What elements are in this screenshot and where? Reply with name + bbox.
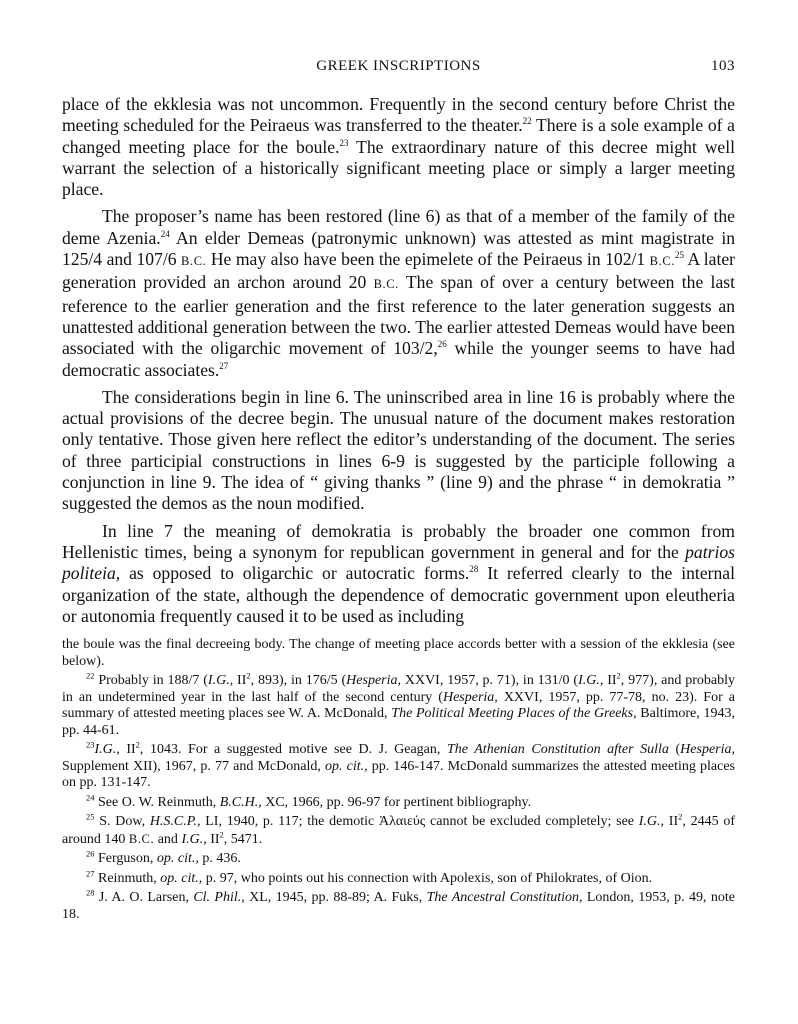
footnote-ref-22[interactable]: 22 [522, 116, 532, 127]
running-head [62, 58, 735, 82]
footnote-25: $^{25}$ S. Dow, H.S.C.P., LI, 1940, p. 117; the demotic Ἁλαιεύς cannot be excluded completely; see I.G., $II^2$, 2445 of around 140 B.C. and I.G., $II^2$, 5471. [62, 811, 735, 847]
footnote-ref-24[interactable]: 24 [160, 228, 170, 239]
footnote-ref-28[interactable]: 28 [469, 564, 479, 575]
running-title: GREEK INSCRIPTIONS [316, 58, 481, 74]
footnote-continuation: the boule was the final decreeing body. The change of meeting place accords better with a session of the ekklesia (see below). [62, 637, 735, 669]
page-number: 103 [711, 58, 735, 74]
footnote-26: $^{26}$ Ferguson, op. cit., p. 436. [86, 848, 241, 867]
footnotes [62, 637, 735, 923]
footnote-24: $^{24}$ See O. W. Reinmuth, B.C.H., XC, 1966, pp. 96-97 for pertinent bibliography. [86, 791, 532, 810]
footnote-22: $^{22}$ Probably in 188/7 (I.G., $II^2$, 893), in 176/5 (Hesperia, XXVI, 1957, p. 71), in 131/0 (I.G., $II^2$, 977), and probably in an undetermined year in the last half of the second century (Hesperia, XXVI, 1957, pp. 77-78, no. 23). For a summary of attested meeting places see W. A. McDonald, The Political Meeting Places of the Greeks, Baltimore, 1943, pp. 44-61. [62, 670, 736, 738]
body-text [62, 94, 735, 627]
footnote-ref-23[interactable]: 23 [339, 137, 349, 148]
footnote-ref-26[interactable]: 26 [437, 339, 447, 350]
paragraph-4: In line 7 the meaning of demokratia is probably the broader one common from Hellenistic times, being a synonym for republican government in general and for the patrios politeia, as opposed to oligarchic or autocratic forms.$^{28}$ It referred clearly to the internal organization of the state, although the dependence of democratic government upon eleutheria or autonomia frequently caused it to be used as including [62, 520, 735, 626]
paragraph-2: The proposer’s name has been restored (line 6) as that of a member of the family of the deme Azenia.$^{24}$ An elder Demeas (patronymic unknown) was attested as mint magistrate in 125/4 and 107/6 B.C. He may also have been the epimelete of the Peiraeus in 102/1 B.C.$^{25}$ A later generation provided an archon around 20 B.C. The span of over a century between the last reference to the earlier generation and the first reference to the later generation suggests an unattested additional generation between the two. The earlier attested Demeas would have been associated with the oligarchic movement of 103/2,26 while the younger seems to have had democratic associates.$^{27}$ [62, 206, 736, 380]
footnote-23: $^{23}$I.G., $II^2$, 1043. For a suggested motive see D. J. Geagan, The Athenian Constitution after Sulla (Hesperia, Supplement XII), 1967, p. 77 and McDonald, op. cit., pp. 146-147. McDonald summarizes the attested meeting places on pp. 131-147. [62, 739, 735, 791]
paragraph-1: place of the ekklesia was not uncommon. Frequently in the second century before Christ the meeting scheduled for the Peiraeus was transferred to the theater.$^{22}$ There is a sole example of a changed meeting place for the boule.$^{23}$ The extraordinary nature of this decree might well warrant the selection of a historically significant meeting place or simply a larger meeting place. [62, 94, 736, 200]
footnote-ref-27[interactable]: 27 [219, 360, 229, 371]
footnote-ref-25[interactable]: 25 [675, 250, 684, 261]
footnote-27: $^{27}$ Reinmuth, op. cit., p. 97, who points out his connection with Apolexis, son of Philokrates, of Oion. [86, 867, 653, 886]
page [62, 58, 735, 926]
paragraph-3: The considerations begin in line 6. The uninscribed area in line 16 is probably where the actual provisions of the decree begin. The unusual nature of the document makes restoration only tentative. Those given here reflect the editor’s understanding of the document. The series of three participial constructions in lines 6-9 is suggested by the participle following a conjunction in line 9. The idea of “ giving thanks ” (line 9) and the phrase “ in demokratia ” suggested the demos as the noun modified. [62, 386, 735, 514]
footnote-28: $^{28}$ J. A. O. Larsen, Cl. Phil., XL, 1945, pp. 88-89; A. Fuks, The Ancestral Constitution, London, 1953, p. 49, note 18. [62, 887, 735, 922]
greek-demotic: Ἁλαιεύς [378, 814, 426, 830]
